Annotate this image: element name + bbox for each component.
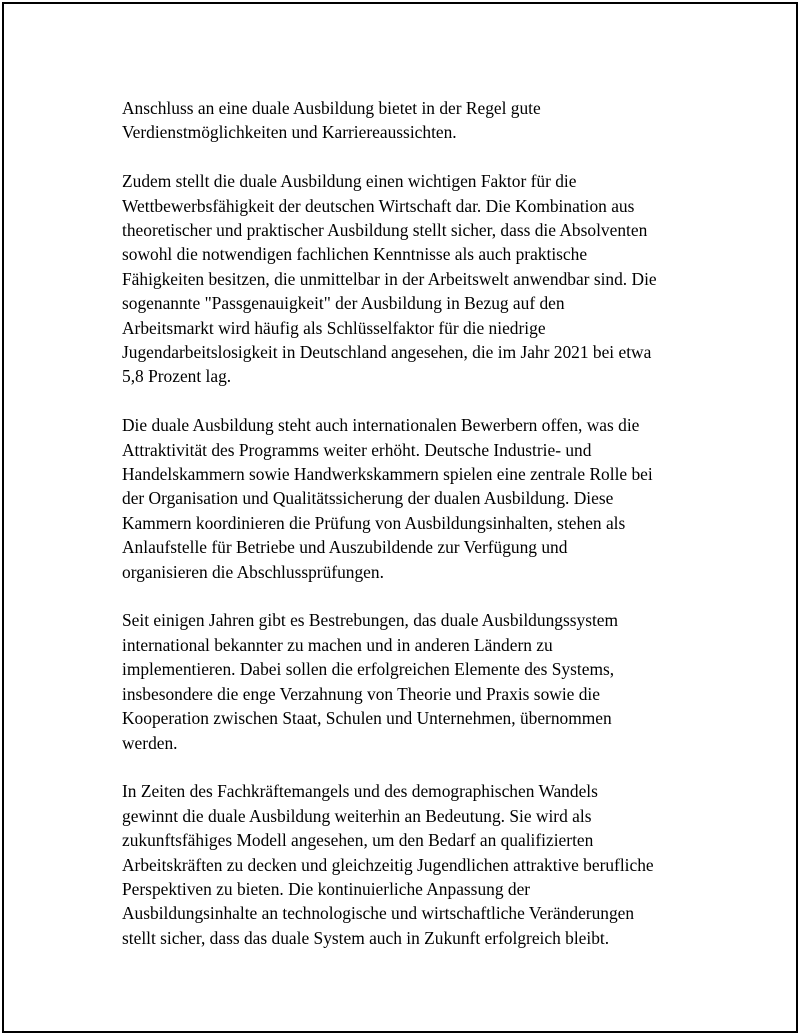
page-frame	[2, 2, 798, 1033]
text-line: der Organisation und Qualitätssicherung der dualen Ausbildung. Diese	[122, 488, 614, 509]
text-line: Jugendarbeitslosigkeit in Deutschland angesehen, die im Jahr 2021 bei etwa	[122, 342, 652, 363]
text-line: Anlaufstelle für Betriebe und Auszubildende zur Verfügung und	[122, 537, 568, 558]
text-line: sogenannte "Passgenauigkeit" der Ausbildung in Bezug auf den	[122, 293, 565, 314]
text-line: Seit einigen Jahren gibt es Bestrebungen, das duale Ausbildungssystem	[122, 610, 619, 631]
paragraph-3	[122, 413, 697, 584]
paragraph-2	[122, 169, 697, 389]
document-body	[122, 96, 697, 950]
text-line: sowohl die notwendigen fachlichen Kenntnisse als auch praktische	[122, 244, 588, 265]
text-line: Handelskammern sowie Handwerkskammern spielen eine zentrale Rolle bei	[122, 464, 653, 485]
text-line: Attraktivität des Programms weiter erhöht. Deutsche Industrie- und	[122, 439, 592, 460]
text-line: Kooperation zwischen Staat, Schulen und Unternehmen, übernommen	[122, 708, 612, 729]
text-line: Die duale Ausbildung steht auch internationalen Bewerbern offen, was die	[122, 415, 640, 436]
text-line: gewinnt die duale Ausbildung weiterhin an Bedeutung. Sie wird als	[122, 805, 592, 826]
text-line: zukunftsfähiges Modell angesehen, um den Bedarf an qualifizierten	[122, 830, 594, 851]
text-line: stellt sicher, dass das duale System auch in Zukunft erfolgreich bleibt.	[122, 927, 610, 948]
paragraph-5	[122, 779, 697, 950]
text-line: Arbeitskräften zu decken und gleichzeitig Jugendlichen attraktive berufliche	[122, 854, 654, 875]
paragraph-1	[122, 96, 697, 145]
text-line: international bekannter zu machen und in anderen Ländern zu	[122, 634, 553, 655]
text-line: organisieren die Abschlussprüfungen.	[122, 561, 384, 582]
text-line: insbesondere die enge Verzahnung von Theorie und Praxis sowie die	[122, 683, 600, 704]
text-line: Perspektiven zu bieten. Die kontinuierliche Anpassung der	[122, 878, 531, 899]
text-line: implementieren. Dabei sollen die erfolgreichen Elemente des Systems,	[122, 659, 615, 680]
text-line: Fähigkeiten besitzen, die unmittelbar in der Arbeitswelt anwendbar sind. Die	[122, 268, 657, 289]
text-line: Wettbewerbsfähigkeit der deutschen Wirtschaft dar. Die Kombination aus	[122, 195, 635, 216]
text-line: Anschluss an eine duale Ausbildung bietet in der Regel gute	[122, 98, 541, 118]
text-line: Arbeitsmarkt wird häufig als Schlüsselfaktor für die niedrige	[122, 317, 546, 338]
text-line: Kammern koordinieren die Prüfung von Ausbildungsinhalten, stehen als	[122, 512, 626, 533]
text-line: 5,8 Prozent lag.	[122, 366, 232, 387]
text-line: theoretischer und praktischer Ausbildung stellt sicher, dass die Absolventen	[122, 220, 648, 241]
text-line: In Zeiten des Fachkräftemangels und des demographischen Wandels	[122, 781, 598, 802]
text-line: Verdienstmöglichkeiten und Karriereaussichten.	[122, 122, 457, 143]
paragraph-4	[122, 608, 697, 754]
text-line: werden.	[122, 732, 178, 753]
text-line: Ausbildungsinhalte an technologische und wirtschaftliche Veränderungen	[122, 903, 635, 924]
text-line: Zudem stellt die duale Ausbildung einen wichtigen Faktor für die	[122, 171, 577, 192]
